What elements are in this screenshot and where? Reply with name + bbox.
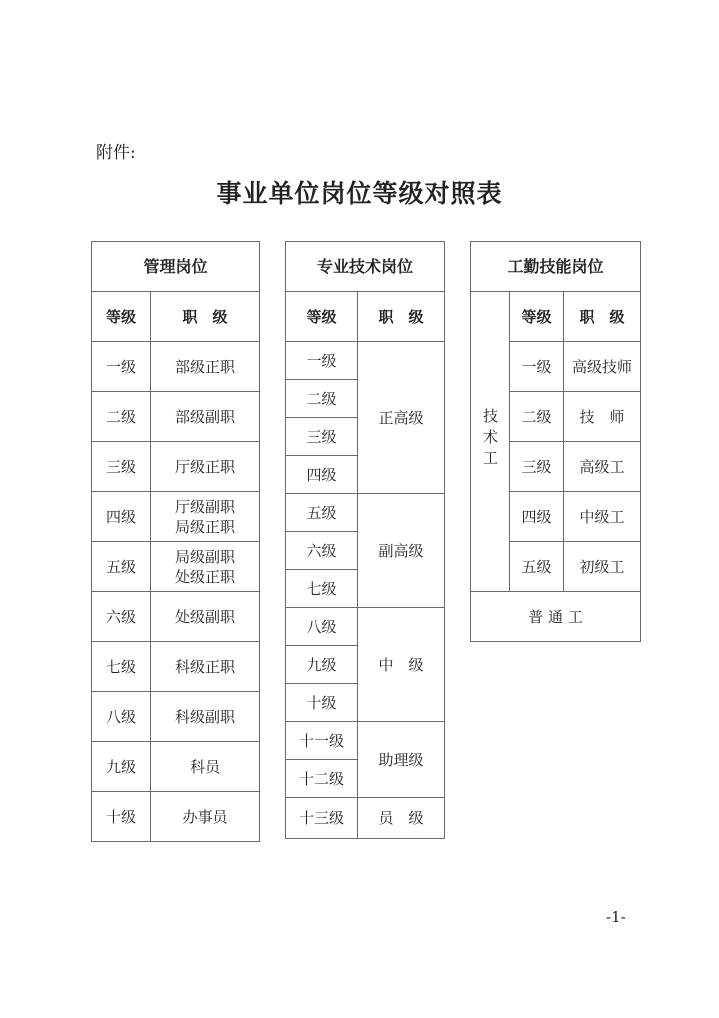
table-row (92, 542, 260, 592)
rank-line: 局级正职 (175, 517, 236, 536)
grade-cell: 四级 (92, 492, 151, 542)
worker-col-grade: 等级 (510, 292, 564, 342)
grade-cell: 一级 (92, 342, 151, 392)
grade-cell: 九级 (92, 742, 151, 792)
grade-cell: 七级 (286, 570, 358, 608)
table-row (92, 392, 260, 442)
category-label: 技术工 (481, 407, 499, 471)
grade-cell: 二级 (92, 392, 151, 442)
grade-cell: 三级 (92, 442, 151, 492)
grade-cell: 十级 (92, 792, 151, 842)
management-col-rank: 职 级 (151, 292, 260, 342)
table-row (92, 792, 260, 842)
management-header: 管理岗位 (92, 242, 260, 292)
grade-cell: 四级 (510, 492, 564, 542)
table-row (286, 722, 445, 760)
worker-table (470, 241, 641, 642)
page-number: -1- (606, 908, 626, 926)
table-row (286, 494, 445, 532)
table-row (92, 742, 260, 792)
rank-line: 局级副职 (175, 547, 236, 566)
rank-cell: 部级正职 (151, 342, 260, 392)
grade-cell: 五级 (510, 542, 564, 592)
worker-header: 工勤技能岗位 (471, 242, 641, 292)
rank-cell: 助理级 (358, 722, 445, 798)
technical-table (285, 241, 445, 839)
table-row (286, 608, 445, 646)
rank-cell: 处级副职 (151, 592, 260, 642)
grade-cell: 六级 (92, 592, 151, 642)
attachment-label: 附件: (96, 143, 136, 163)
rank-cell: 科级副职 (151, 692, 260, 742)
grade-cell: 十级 (286, 684, 358, 722)
grade-cell: 十三级 (286, 798, 358, 839)
grade-cell: 五级 (92, 542, 151, 592)
grade-cell: 六级 (286, 532, 358, 570)
rank-cell: 技 师 (564, 392, 641, 442)
rank-cell: 厅级正职 (151, 442, 260, 492)
rank-cell: 科级正职 (151, 642, 260, 692)
table-row (471, 592, 641, 642)
grade-cell: 十一级 (286, 722, 358, 760)
grade-cell: 四级 (286, 456, 358, 494)
rank-cell (151, 542, 260, 592)
table-row (92, 642, 260, 692)
grade-cell: 一级 (286, 342, 358, 380)
rank-cell: 高级技师 (564, 342, 641, 392)
grade-cell: 十二级 (286, 760, 358, 798)
rank-cell: 副高级 (358, 494, 445, 608)
grade-cell: 二级 (286, 380, 358, 418)
table-row (92, 592, 260, 642)
grade-cell: 五级 (286, 494, 358, 532)
grade-cell: 二级 (510, 392, 564, 442)
table-row (92, 442, 260, 492)
rank-cell: 办事员 (151, 792, 260, 842)
management-table (91, 241, 260, 842)
grade-cell: 九级 (286, 646, 358, 684)
technical-header: 专业技术岗位 (286, 242, 445, 292)
grade-cell: 一级 (510, 342, 564, 392)
grade-cell: 八级 (286, 608, 358, 646)
table-row (286, 342, 445, 380)
technical-col-rank: 职 级 (358, 292, 445, 342)
rank-cell: 高级工 (564, 442, 641, 492)
rank-cell: 中级工 (564, 492, 641, 542)
rank-cell: 正高级 (358, 342, 445, 494)
rank-line: 处级正职 (175, 567, 236, 586)
rank-cell: 科员 (151, 742, 260, 792)
table-row (286, 798, 445, 839)
rank-line: 厅级副职 (175, 497, 236, 516)
table-row (92, 692, 260, 742)
rank-cell: 员 级 (358, 798, 445, 839)
management-col-grade: 等级 (92, 292, 151, 342)
rank-cell: 初级工 (564, 542, 641, 592)
worker-col-rank: 职 级 (564, 292, 641, 342)
grade-cell: 七级 (92, 642, 151, 692)
rank-cell (151, 492, 260, 542)
grade-cell: 三级 (286, 418, 358, 456)
grade-cell: 三级 (510, 442, 564, 492)
technical-col-grade: 等级 (286, 292, 358, 342)
page-title: 事业单位岗位等级对照表 (216, 179, 503, 208)
table-row (92, 342, 260, 392)
rank-cell: 部级副职 (151, 392, 260, 442)
category-cell (471, 292, 510, 592)
general-worker-cell: 普 通 工 (471, 592, 641, 642)
grade-cell: 八级 (92, 692, 151, 742)
rank-cell: 中 级 (358, 608, 445, 722)
table-row (92, 492, 260, 542)
